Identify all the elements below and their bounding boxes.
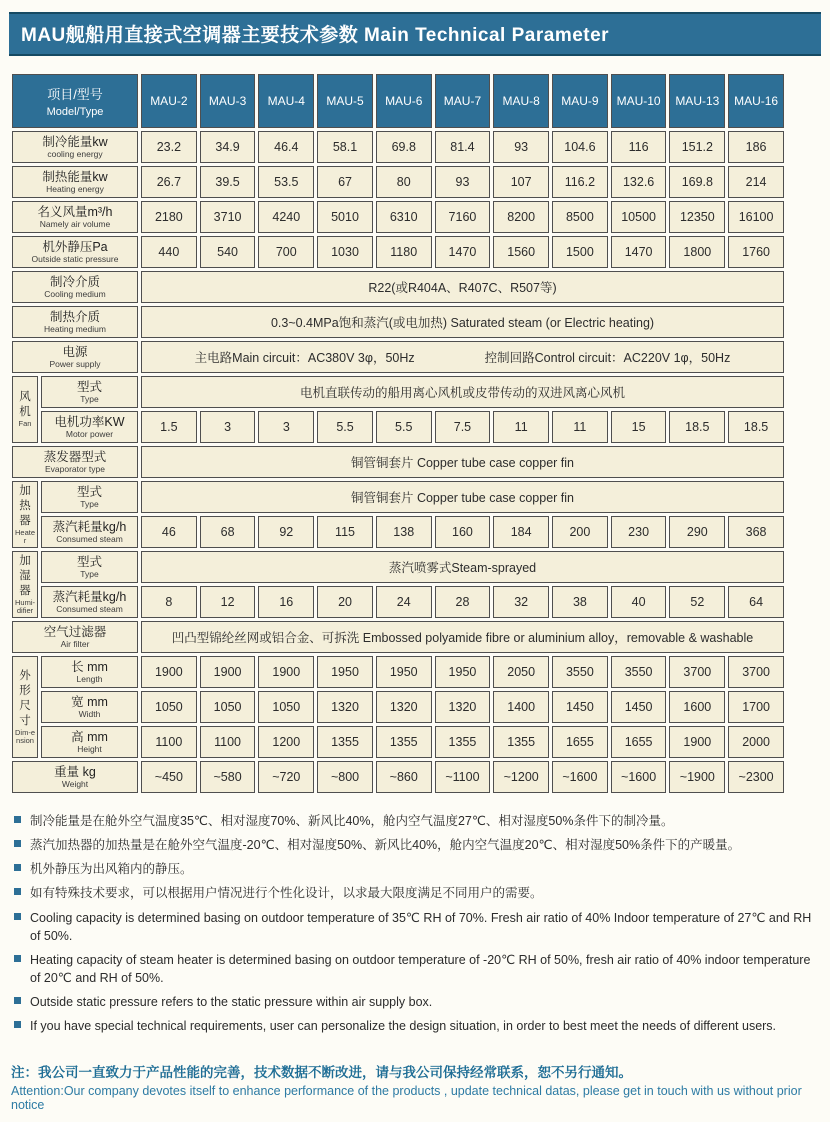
value-cell: 8200 (493, 201, 549, 233)
row-heating-energy (12, 166, 784, 198)
row-label-heating-medium: 制热介质 Heating medium (12, 306, 138, 338)
value-cell: 3700 (728, 656, 784, 688)
value-cell: 7.5 (435, 411, 491, 443)
value-cell: 3710 (200, 201, 256, 233)
note-item (11, 1017, 819, 1035)
value-cell: 1320 (376, 691, 432, 723)
value-cell: 1470 (435, 236, 491, 268)
row-length (12, 656, 784, 688)
value-cell: 1050 (258, 691, 314, 723)
row-humidifier-type (12, 551, 784, 583)
note-item (11, 860, 819, 878)
value-cell: 32 (493, 586, 549, 618)
row-air-volume (12, 201, 784, 233)
value-cell: ~1200 (493, 761, 549, 793)
value-cell: ~580 (200, 761, 256, 793)
group-label-heater: 加热器 Heater (12, 481, 38, 548)
row-label-heater-steam: 蒸汽耗量kg/h Consumed steam (41, 516, 138, 548)
value-cell: 5010 (317, 201, 373, 233)
value-cell: 1355 (317, 726, 373, 758)
note-text: 如有特殊技术要求，可以根据用户情况进行个性化设计，以求最大限度满足不同用户的需要。 (30, 886, 543, 901)
humidifier-type-text: 蒸汽喷雾式Steam-sprayed (141, 551, 784, 583)
row-label-air-filter: 空气过滤器 Air filter (12, 621, 138, 653)
value-cell: 1180 (376, 236, 432, 268)
row-label-humidifier-type: 型式 Type (41, 551, 138, 583)
column-header-model: MAU-16 (728, 74, 784, 128)
row-air-filter (12, 621, 784, 653)
air-filter-text: 凹凸型锦纶丝网或铝合金、可拆洗 Embossed polyamide fibre or aluminium alloy，removable & washable (141, 621, 784, 653)
value-cell: ~2300 (728, 761, 784, 793)
value-cell: 107 (493, 166, 549, 198)
footer-note-zh: 注：我公司一直致力于产品性能的完善，技术数据不断改进，请与我公司保持经常联系，恕不另行通知。 (11, 1065, 632, 1081)
row-label-cooling-medium: 制冷介质 Cooling medium (12, 271, 138, 303)
value-cell: ~860 (376, 761, 432, 793)
value-cell: 24 (376, 586, 432, 618)
row-label-air-volume: 名义风量m³/h Namely air volume (12, 201, 138, 233)
value-cell: 214 (728, 166, 784, 198)
value-cell: 34.9 (200, 131, 256, 163)
value-cell: 200 (552, 516, 608, 548)
value-cell: 132.6 (611, 166, 667, 198)
value-cell: 151.2 (669, 131, 725, 163)
note-text: 机外静压为出风箱内的静压。 (30, 862, 193, 877)
column-header-model: MAU-10 (611, 74, 667, 128)
value-cell: 1655 (611, 726, 667, 758)
value-cell: 38 (552, 586, 608, 618)
row-label-width: 宽 mm Width (41, 691, 138, 723)
value-cell: 8 (141, 586, 197, 618)
value-cell: 1400 (493, 691, 549, 723)
value-cell: 1655 (552, 726, 608, 758)
page-title: MAU舰船用直接式空调器主要技术参数 Main Technical Parameter (9, 12, 821, 56)
group-label-fan: 风机 Fan (12, 376, 38, 443)
value-cell: 440 (141, 236, 197, 268)
row-motor-power (12, 411, 784, 443)
note-item (11, 836, 819, 854)
row-fan-type (12, 376, 784, 408)
value-cell: 93 (435, 166, 491, 198)
control-circuit-text: 控制回路Control circuit：AC220V 1φ，50Hz (484, 351, 731, 365)
value-cell: 230 (611, 516, 667, 548)
heater-type-text: 铜管铜套片 Copper tube case copper fin (141, 481, 784, 513)
value-cell: 1560 (493, 236, 549, 268)
value-cell: 11 (552, 411, 608, 443)
note-text: Heating capacity of steam heater is determined basing on outdoor temperature of -20℃ RH of 50%, fresh air ratio of 40% indoor temperature of 20℃ and RH of 50%. (30, 952, 811, 985)
row-label-height: 高 mm Height (41, 726, 138, 758)
column-header-model: MAU-3 (200, 74, 256, 128)
value-cell: 1600 (669, 691, 725, 723)
value-cell: 5.5 (317, 411, 373, 443)
value-cell: 26.7 (141, 166, 197, 198)
header-model-type: 项目/型号 Model/Type (12, 74, 138, 128)
table-header-row (12, 74, 784, 128)
value-cell: 3 (258, 411, 314, 443)
note-text: Outside static pressure refers to the static pressure within air supply box. (30, 995, 433, 1009)
note-item (11, 812, 819, 830)
cooling-medium-text: R22(或R404A、R407C、R507等) (141, 271, 784, 303)
value-cell: 92 (258, 516, 314, 548)
row-label-evaporator: 蒸发器型式 Evaporator type (12, 446, 138, 478)
value-cell: ~1600 (611, 761, 667, 793)
value-cell: 1320 (317, 691, 373, 723)
column-header-model: MAU-9 (552, 74, 608, 128)
value-cell: 1950 (317, 656, 373, 688)
footer (9, 1061, 821, 1112)
value-cell: ~1600 (552, 761, 608, 793)
value-cell: 3550 (611, 656, 667, 688)
main-circuit-text: 主电路Main circuit：AC380V 3φ，50Hz (194, 351, 415, 365)
value-cell: 169.8 (669, 166, 725, 198)
value-cell: 3 (200, 411, 256, 443)
value-cell: 12350 (669, 201, 725, 233)
row-heater-steam (12, 516, 784, 548)
value-cell: 1355 (376, 726, 432, 758)
row-label-weight: 重量 kg Weight (12, 761, 138, 793)
value-cell: 1030 (317, 236, 373, 268)
column-header-model: MAU-7 (435, 74, 491, 128)
value-cell: 20 (317, 586, 373, 618)
group-label-dimension: 外形尺寸 Dim-ension (12, 656, 38, 758)
value-cell: 69.8 (376, 131, 432, 163)
value-cell: 1050 (200, 691, 256, 723)
value-cell: ~1900 (669, 761, 725, 793)
value-cell: 12 (200, 586, 256, 618)
value-cell: 1355 (493, 726, 549, 758)
value-cell: ~720 (258, 761, 314, 793)
value-cell: 1200 (258, 726, 314, 758)
row-label-heater-type: 型式 Type (41, 481, 138, 513)
value-cell: 2050 (493, 656, 549, 688)
row-cooling-medium (12, 271, 784, 303)
bullet-square-icon (14, 955, 21, 962)
column-header-model: MAU-8 (493, 74, 549, 128)
value-cell: 1.5 (141, 411, 197, 443)
note-text: Cooling capacity is determined basing on outdoor temperature of 35℃ RH of 70%. Fresh air ratio of 40% Indoor temperature of 27℃ and RH of 50%. (30, 910, 812, 943)
value-cell: 184 (493, 516, 549, 548)
value-cell: 18.5 (728, 411, 784, 443)
value-cell: 40 (611, 586, 667, 618)
value-cell: 116 (611, 131, 667, 163)
value-cell: 39.5 (200, 166, 256, 198)
value-cell: 16100 (728, 201, 784, 233)
value-cell: 23.2 (141, 131, 197, 163)
value-cell: 8500 (552, 201, 608, 233)
value-cell: 368 (728, 516, 784, 548)
value-cell: 4240 (258, 201, 314, 233)
value-cell: 1050 (141, 691, 197, 723)
column-header-model: MAU-6 (376, 74, 432, 128)
value-cell: 10500 (611, 201, 667, 233)
note-item (11, 884, 819, 902)
evaporator-text: 铜管铜套片 Copper tube case copper fin (141, 446, 784, 478)
value-cell: 1760 (728, 236, 784, 268)
value-cell: 5.5 (376, 411, 432, 443)
value-cell: 52 (669, 586, 725, 618)
value-cell: 104.6 (552, 131, 608, 163)
bullet-square-icon (14, 913, 21, 920)
bullet-square-icon (14, 1021, 21, 1028)
value-cell: 67 (317, 166, 373, 198)
row-humidifier-steam (12, 586, 784, 618)
value-cell: 64 (728, 586, 784, 618)
value-cell: 6310 (376, 201, 432, 233)
value-cell: 18.5 (669, 411, 725, 443)
value-cell: 53.5 (258, 166, 314, 198)
note-item (11, 909, 819, 945)
notes-list (9, 812, 821, 1035)
value-cell: 700 (258, 236, 314, 268)
row-label-static-pressure: 机外静压Pa Outside static pressure (12, 236, 138, 268)
value-cell: 46 (141, 516, 197, 548)
column-header-model: MAU-4 (258, 74, 314, 128)
value-cell: 290 (669, 516, 725, 548)
fan-type-text: 电机直联传动的船用离心风机或皮带传动的双进风离心风机 (141, 376, 784, 408)
value-cell: ~800 (317, 761, 373, 793)
group-label-humidifier: 加湿器 Humi-difier (12, 551, 38, 618)
value-cell: 28 (435, 586, 491, 618)
value-cell: ~1100 (435, 761, 491, 793)
value-cell: 16 (258, 586, 314, 618)
row-height (12, 726, 784, 758)
spec-table (9, 71, 787, 796)
value-cell: 81.4 (435, 131, 491, 163)
value-cell: 1800 (669, 236, 725, 268)
row-label-heating-energy: 制热能量kw Heating energy (12, 166, 138, 198)
column-header-model: MAU-13 (669, 74, 725, 128)
value-cell: 1450 (552, 691, 608, 723)
row-label-fan-type: 型式 Type (41, 376, 138, 408)
value-cell: 1950 (435, 656, 491, 688)
value-cell: 46.4 (258, 131, 314, 163)
value-cell: 1100 (200, 726, 256, 758)
value-cell: 3700 (669, 656, 725, 688)
value-cell: 2000 (728, 726, 784, 758)
row-label-cooling-energy: 制冷能量kw cooling energy (12, 131, 138, 163)
note-item (11, 993, 819, 1011)
row-evaporator (12, 446, 784, 478)
value-cell: 93 (493, 131, 549, 163)
value-cell: 80 (376, 166, 432, 198)
footer-note-en: Attention:Our company devotes itself to enhance performance of the products , update technical datas, please get in touch with us without prior notice (11, 1084, 802, 1113)
row-label-power-supply: 电源 Power supply (12, 341, 138, 373)
value-cell: 116.2 (552, 166, 608, 198)
value-cell: 115 (317, 516, 373, 548)
value-cell: 15 (611, 411, 667, 443)
row-label-motor-power: 电机功率KW Motor power (41, 411, 138, 443)
row-heating-medium (12, 306, 784, 338)
value-cell: 1700 (728, 691, 784, 723)
value-cell: 1900 (141, 656, 197, 688)
row-weight (12, 761, 784, 793)
value-cell: ~450 (141, 761, 197, 793)
value-cell: 7160 (435, 201, 491, 233)
value-cell: 1100 (141, 726, 197, 758)
power-supply-text (141, 341, 784, 373)
row-label-length: 长 mm Length (41, 656, 138, 688)
note-text: 蒸汽加热器的加热量是在舱外空气温度-20℃、相对湿度50%、新风比40%，舱内空气温度20℃、相对湿度50%条件下的产暖量。 (30, 838, 741, 853)
value-cell: 540 (200, 236, 256, 268)
value-cell: 1900 (200, 656, 256, 688)
bullet-square-icon (14, 840, 21, 847)
row-cooling-energy (12, 131, 784, 163)
value-cell: 138 (376, 516, 432, 548)
column-header-model: MAU-2 (141, 74, 197, 128)
value-cell: 1320 (435, 691, 491, 723)
bullet-square-icon (14, 888, 21, 895)
bullet-square-icon (14, 997, 21, 1004)
value-cell: 1450 (611, 691, 667, 723)
note-text: If you have special technical requirements, user can personalize the design situation, in order to best meet the needs of different users. (30, 1019, 777, 1034)
value-cell: 1950 (376, 656, 432, 688)
column-header-model: MAU-5 (317, 74, 373, 128)
row-power-supply (12, 341, 784, 373)
value-cell: 1900 (258, 656, 314, 688)
value-cell: 68 (200, 516, 256, 548)
value-cell: 1355 (435, 726, 491, 758)
value-cell: 3550 (552, 656, 608, 688)
note-item (11, 951, 819, 987)
row-label-humidifier-steam: 蒸汽耗量kg/h Consumed steam (41, 586, 138, 618)
value-cell: 186 (728, 131, 784, 163)
value-cell: 11 (493, 411, 549, 443)
value-cell: 1900 (669, 726, 725, 758)
heating-medium-text: 0.3~0.4MPa饱和蒸汽(或电加热) Saturated steam (or Electric heating) (141, 306, 784, 338)
bullet-square-icon (14, 816, 21, 823)
value-cell: 1500 (552, 236, 608, 268)
bullet-square-icon (14, 864, 21, 871)
value-cell: 58.1 (317, 131, 373, 163)
row-static-pressure (12, 236, 784, 268)
value-cell: 2180 (141, 201, 197, 233)
value-cell: 160 (435, 516, 491, 548)
row-heater-type (12, 481, 784, 513)
value-cell: 1470 (611, 236, 667, 268)
note-text: 制冷能量是在舱外空气温度35℃、相对湿度70%、新风比40%，舱内空气温度27℃、相对湿度50%条件下的制冷量。 (30, 814, 674, 828)
row-width (12, 691, 784, 723)
